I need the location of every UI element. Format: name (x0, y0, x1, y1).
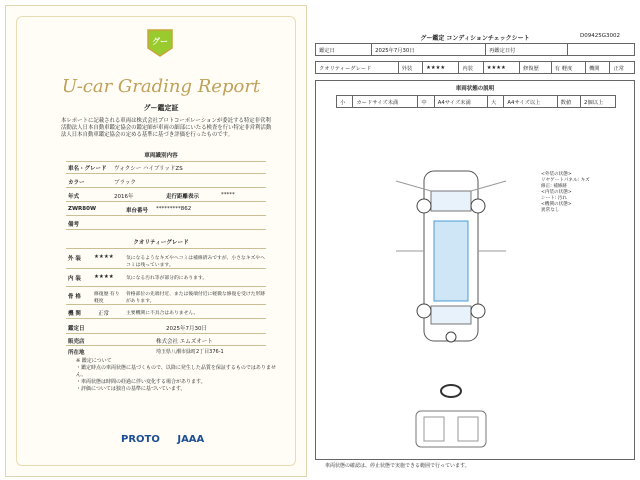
year-label: 年式 (68, 194, 80, 200)
date-label: 鑑定日 (68, 326, 85, 332)
note-line: ・車両状態は時間の経過に伴い変化する場合があります。 (76, 379, 206, 385)
store-label: 販売店 (68, 339, 85, 345)
side-note: 修正: 補修跡 (541, 184, 567, 189)
proto-logo: PROTO (121, 434, 160, 445)
mileage-label: 走行距離表示 (166, 194, 200, 200)
goo-badge-icon (146, 28, 174, 58)
sheet-footer: 車両状態の確認は、停止状態で実施できる範囲で行っています。 (325, 463, 470, 469)
quality-desc-frame: 骨格部位の先端付近、または後端付近に軽微な修復を受けた形跡があります。 (126, 292, 266, 304)
vin-label: 車台番号 (126, 208, 149, 214)
frame-label: 修復歴 (519, 62, 551, 74)
doc-number: D09425G3002 (580, 33, 620, 39)
grade-label: クオリティーグレード (316, 62, 399, 74)
ext-value: ★★★★ (423, 62, 459, 74)
legend-small: 小 (337, 96, 353, 108)
vehicle-section-heading: 車両識別内容 (144, 153, 178, 159)
note-line: ・評価については独自の基準に基づいています。 (76, 386, 186, 392)
engine-value: 正常 (610, 62, 635, 74)
frame-value: 有 軽度 (551, 62, 585, 74)
model-code: ZWR80W (68, 206, 97, 212)
engine-label: 機関 (585, 62, 609, 74)
size-legend (336, 95, 616, 108)
quality-desc-exterior: 気になるようなキズやヘコミは補修済みですが、小さなキズやヘコミは残っています。 (126, 256, 265, 268)
side-note: リヤゲートパネル: キズ (541, 178, 590, 183)
mileage-value: ***** (221, 192, 235, 198)
count-value: 2個以上 (581, 96, 616, 108)
svg-text:グー: グー (152, 37, 168, 46)
quality-section-heading: クオリティーグレード (133, 240, 189, 246)
vehicle-state-heading: 車両状態の説明 (455, 86, 495, 92)
note-line: ※ 鑑定について (76, 358, 112, 364)
name-label: 車名・グレード (68, 166, 107, 172)
date-value: 2025年7月30日 (372, 44, 486, 56)
side-note: <内装の状態> (541, 190, 572, 195)
side-note: シート: 汚れ (541, 196, 567, 201)
vehicle-state-panel (315, 80, 635, 460)
jaaa-logo: JAAA (177, 434, 205, 445)
car-top-diagram (376, 151, 526, 361)
store-value: 株式会社 エムズオート (156, 339, 213, 345)
int-label: 内装 (459, 62, 483, 74)
quality-stars-frame: 修復歴 有り軽度 (94, 292, 120, 304)
int-value: ★★★★ (483, 62, 519, 74)
address-label: 所在地 (68, 350, 85, 356)
sheet-header-table (315, 43, 635, 56)
legend-large-desc: A4サイズ以上 (504, 96, 557, 108)
side-notes (541, 171, 590, 213)
side-note: <機関の状態> (541, 202, 572, 207)
quality-desc-interior: 気になる汚れ等が部分的にあります。 (126, 276, 208, 281)
grading-certificate (5, 5, 307, 477)
year-value: 2016年 (114, 194, 134, 200)
memo-label: 備考 (68, 222, 80, 228)
quality-label-exterior: 外 装 (68, 256, 81, 262)
issue-label: 再鑑定日付 (485, 44, 567, 56)
logo-row (121, 434, 231, 450)
note-line: ・鑑定時点の車両状態に基づくもので、以降に発生した品質を保証するものではありません。 (76, 365, 276, 378)
legend-medium: 中 (418, 96, 434, 108)
interior-diagram (376, 371, 526, 451)
quality-label-frame: 骨 格 (68, 294, 81, 300)
color-value: ブラック (114, 180, 136, 186)
ext-label: 外装 (398, 62, 422, 74)
certificate-title: U-car Grading Report (61, 76, 261, 97)
grade-table (315, 61, 635, 74)
address-value: 埼玉県八潮市緑町2丁目376-1 (156, 349, 224, 355)
certificate-notes (76, 358, 276, 393)
quality-stars-exterior: ★★★★ (94, 254, 114, 260)
quality-label-interior: 内 装 (68, 276, 81, 282)
legend-large: 大 (488, 96, 504, 108)
condition-check-sheet (315, 25, 635, 475)
sheet-title: グー鑑定 コンディションチェックシート (420, 35, 530, 42)
certificate-subtitle: グー鑑定証 (143, 104, 179, 112)
side-note: <外装の状態> (541, 172, 572, 177)
vin-value: *********862 (156, 206, 192, 212)
date-label: 鑑定日 (316, 44, 372, 56)
side-note: 異常なし (541, 208, 560, 213)
color-label: カラー (68, 180, 85, 186)
quality-label-engine: 機 関 (68, 311, 81, 317)
certificate-paragraph: 本レポートに記載される車両は株式会社プロトコーポレーションが委託する特定非営利活動法人日本自動車鑑定協会の鑑定師が車両の細部にいたる検査を行い特定非営利活動法人日本自動車鑑定協会の定める基準に基づき評価を行ったものです。 (61, 118, 272, 138)
legend-small-desc: カードサイズ未満 (353, 96, 418, 108)
quality-desc-engine: 主要機関に不具合はありません。 (126, 311, 199, 316)
quality-stars-engine: 正常 (98, 311, 110, 317)
count-label: 数値 (557, 96, 580, 108)
quality-stars-interior: ★★★★ (94, 274, 114, 280)
date-value: 2025年7月30日 (166, 326, 207, 332)
name-value: ヴォクシー ハイブリッドZS (114, 166, 183, 172)
legend-medium-desc: A4サイズ未満 (434, 96, 487, 108)
